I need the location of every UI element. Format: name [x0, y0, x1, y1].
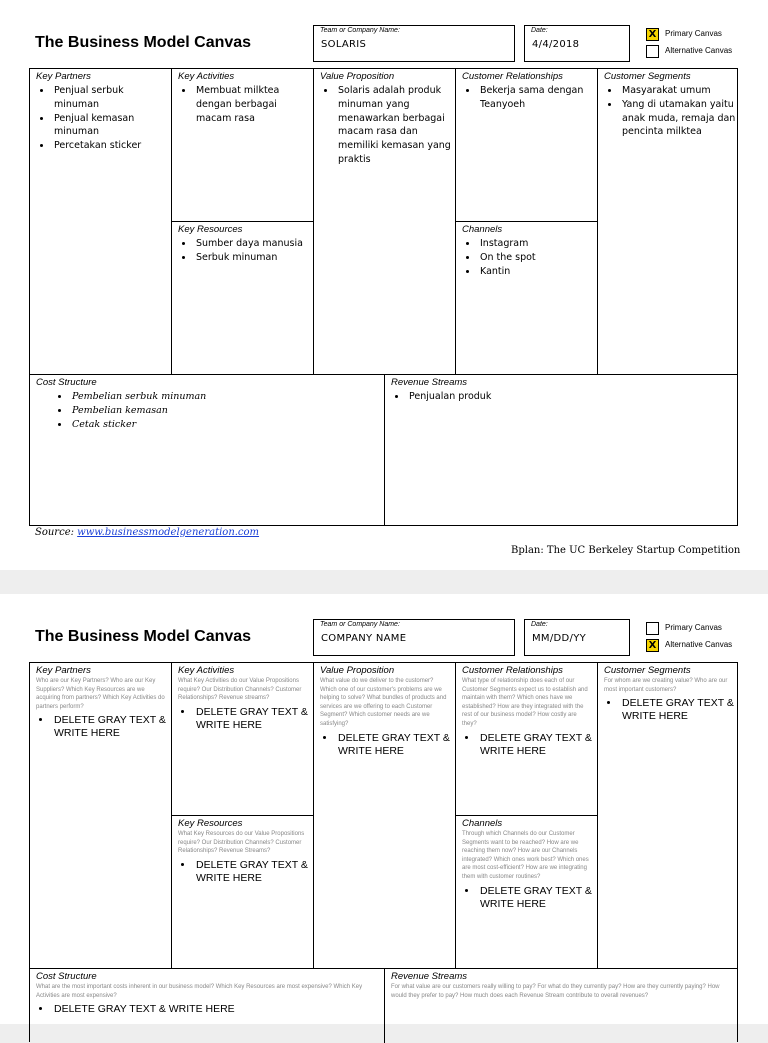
placeholder-item[interactable]: • DELETE GRAY TEXT & WRITE HERE: [194, 859, 313, 885]
key-activities-cell[interactable]: [172, 663, 314, 816]
key-partners-heading: Key Partners: [36, 665, 91, 676]
list-item: • Kantin: [478, 265, 597, 279]
alternative-canvas-checkbox[interactable]: [646, 45, 659, 58]
primary-canvas-checkbox[interactable]: [646, 622, 659, 635]
value-proposition-cell[interactable]: [314, 69, 456, 375]
source-note: [35, 527, 259, 538]
source-link[interactable]: www.businessmodelgeneration.com: [77, 527, 260, 538]
canvas-grid: [29, 68, 738, 526]
channels-prompt: Through which Channels do our Customer Segments want to be reached? How are we reaching them now? How are our Channels integrated? Which ones work best? Which ones are most cost-efficient? How are we integrating them with customer routines?: [462, 831, 589, 880]
source-prefix: Source:: [35, 527, 74, 538]
date-field[interactable]: [524, 619, 630, 656]
placeholder-item[interactable]: • DELETE GRAY TEXT & WRITE HERE: [620, 697, 737, 723]
key-partners-cell[interactable]: [30, 69, 172, 375]
canvas-title: The Business Model Canvas: [35, 34, 252, 51]
customer-segments-cell[interactable]: [598, 663, 737, 969]
revenue-streams-heading: Revenue Streams: [391, 377, 468, 388]
team-name-field[interactable]: [313, 619, 515, 656]
canvas-grid: [29, 662, 738, 1042]
key-resources-prompt: What Key Resources do our Value Propositions require? Our Distribution Channels? Customer Relationships? Revenue Streams?: [178, 831, 305, 855]
list-item: • Penjual serbuk minuman: [52, 84, 171, 112]
placeholder-item[interactable]: • DELETE GRAY TEXT & WRITE HERE: [194, 706, 313, 732]
date-label: Date:: [531, 27, 548, 34]
key-partners-heading: Key Partners: [36, 71, 91, 82]
customer-segments-heading: Customer Segments: [604, 71, 691, 82]
bplan-credit: Bplan: The UC Berkeley Startup Competition: [511, 545, 741, 556]
alternative-canvas-checkbox[interactable]: X: [646, 639, 659, 652]
customer-relationships-prompt: What type of relationship does each of our Customer Segments expect us to establish and maintain with them? Which ones have we established? How are they integrated with the rest of our business model? How costly are they?: [462, 678, 588, 727]
list-item: • Penjual kemasan minuman: [52, 112, 171, 140]
value-proposition-heading: Value Proposition: [320, 71, 395, 82]
list-item: • Serbuk minuman: [194, 251, 313, 265]
customer-relationships-heading: Customer Relationships: [462, 665, 563, 676]
cost-structure-cell[interactable]: [30, 969, 385, 1043]
list-item: • Masyarakat umum: [620, 84, 737, 98]
key-resources-heading: Key Resources: [178, 224, 243, 235]
list-item: • Cetak sticker: [70, 418, 384, 432]
list-item: • Sumber daya manusia: [194, 237, 313, 251]
key-activities-prompt: What Key Activities do our Value Propositions require? Our Distribution Channels? Customer Relationships? Revenue streams?: [178, 678, 302, 702]
cost-structure-cell[interactable]: [30, 375, 385, 525]
key-resources-cell[interactable]: [172, 816, 314, 969]
revenue-streams-cell[interactable]: [385, 375, 737, 525]
channels-heading: Channels: [462, 818, 503, 829]
team-name-label: Team or Company Name:: [320, 621, 400, 628]
customer-segments-heading: Customer Segments: [604, 665, 691, 676]
key-activities-cell[interactable]: [172, 69, 314, 222]
date-value: MM/DD/YY: [532, 633, 587, 644]
placeholder-item[interactable]: • DELETE GRAY TEXT & WRITE HERE: [478, 732, 597, 758]
team-name-field[interactable]: [313, 25, 515, 62]
team-name-value: SOLARIS: [321, 39, 367, 50]
customer-relationships-heading: Customer Relationships: [462, 71, 563, 82]
channels-cell[interactable]: [456, 222, 598, 375]
customer-segments-cell[interactable]: [598, 69, 737, 375]
list-item: • Solaris adalah produk minuman yang menawarkan berbagai macam rasa dan memiliki kemasan yang praktis: [336, 84, 455, 167]
list-item: • On the spot: [478, 251, 597, 265]
customer-segments-prompt: For whom are we creating value? Who are our most important customers?: [604, 678, 728, 693]
alternative-canvas-label: Alternative Canvas: [665, 46, 733, 55]
key-resources-cell[interactable]: [172, 222, 314, 375]
date-value: 4/4/2018: [532, 39, 580, 50]
revenue-streams-heading: Revenue Streams: [391, 971, 468, 982]
value-proposition-heading: Value Proposition: [320, 665, 395, 676]
cost-structure-heading: Cost Structure: [36, 377, 97, 388]
list-item: • Penjualan produk: [407, 390, 737, 404]
date-label: Date:: [531, 621, 548, 628]
key-activities-heading: Key Activities: [178, 71, 235, 82]
list-item: • Pembelian kemasan: [70, 404, 384, 418]
placeholder-item[interactable]: • DELETE GRAY TEXT & WRITE HERE: [336, 732, 455, 758]
placeholder-item[interactable]: • DELETE GRAY TEXT & WRITE HERE: [478, 885, 597, 911]
placeholder-item[interactable]: • DELETE GRAY TEXT & WRITE HERE: [52, 1003, 384, 1016]
canvas-title: The Business Model Canvas: [35, 628, 252, 645]
primary-canvas-label: Primary Canvas: [665, 29, 722, 38]
alternative-canvas-label: Alternative Canvas: [665, 640, 733, 649]
team-name-label: Team or Company Name:: [320, 27, 400, 34]
value-proposition-cell[interactable]: [314, 663, 456, 969]
key-activities-heading: Key Activities: [178, 665, 235, 676]
key-resources-heading: Key Resources: [178, 818, 243, 829]
customer-relationships-cell[interactable]: [456, 663, 598, 816]
list-item: • Pembelian serbuk minuman: [70, 390, 384, 404]
value-proposition-prompt: What value do we deliver to the customer? Which one of our customer's problems are we helping to solve? What bundles of products and services are we offering to each Customer Segment? Which customer needs are we satisfying?: [320, 678, 447, 727]
primary-canvas-checkbox[interactable]: X: [646, 28, 659, 41]
key-partners-cell[interactable]: [30, 663, 172, 969]
page-gap: [0, 570, 768, 594]
cost-structure-prompt: What are the most important costs inherent in our business model? Which Key Resources are most expensive? Which Key Activities are most expensive?: [36, 984, 363, 999]
date-field[interactable]: [524, 25, 630, 62]
list-item: • Percetakan sticker: [52, 139, 171, 153]
list-item: • Yang di utamakan yaitu anak muda, remaja dan pencinta milktea: [620, 98, 737, 139]
team-name-value: COMPANY NAME: [321, 633, 407, 644]
primary-canvas-label: Primary Canvas: [665, 623, 722, 632]
list-item: • Bekerja sama dengan Teanyoeh: [478, 84, 597, 112]
canvas-page-2: [0, 594, 768, 1024]
key-partners-prompt: Who are our Key Partners? Who are our Key Suppliers? Which Key Resources are we acquiring from partners? Which Key Activities do partners perform?: [36, 678, 165, 710]
revenue-streams-cell[interactable]: [385, 969, 737, 1043]
channels-cell[interactable]: [456, 816, 598, 969]
cost-structure-heading: Cost Structure: [36, 971, 97, 982]
list-item: • Membuat milktea dengan berbagai macam rasa: [194, 84, 313, 125]
revenue-streams-prompt: For what value are our customers really willing to pay? For what do they currently pay? How are they currently paying? How would they prefer to pay? How much does each Revenue Stream contribute to overall revenues?: [391, 984, 720, 999]
list-item: • Instagram: [478, 237, 597, 251]
customer-relationships-cell[interactable]: [456, 69, 598, 222]
channels-heading: Channels: [462, 224, 503, 235]
placeholder-item[interactable]: • DELETE GRAY TEXT & WRITE HERE: [52, 714, 171, 740]
